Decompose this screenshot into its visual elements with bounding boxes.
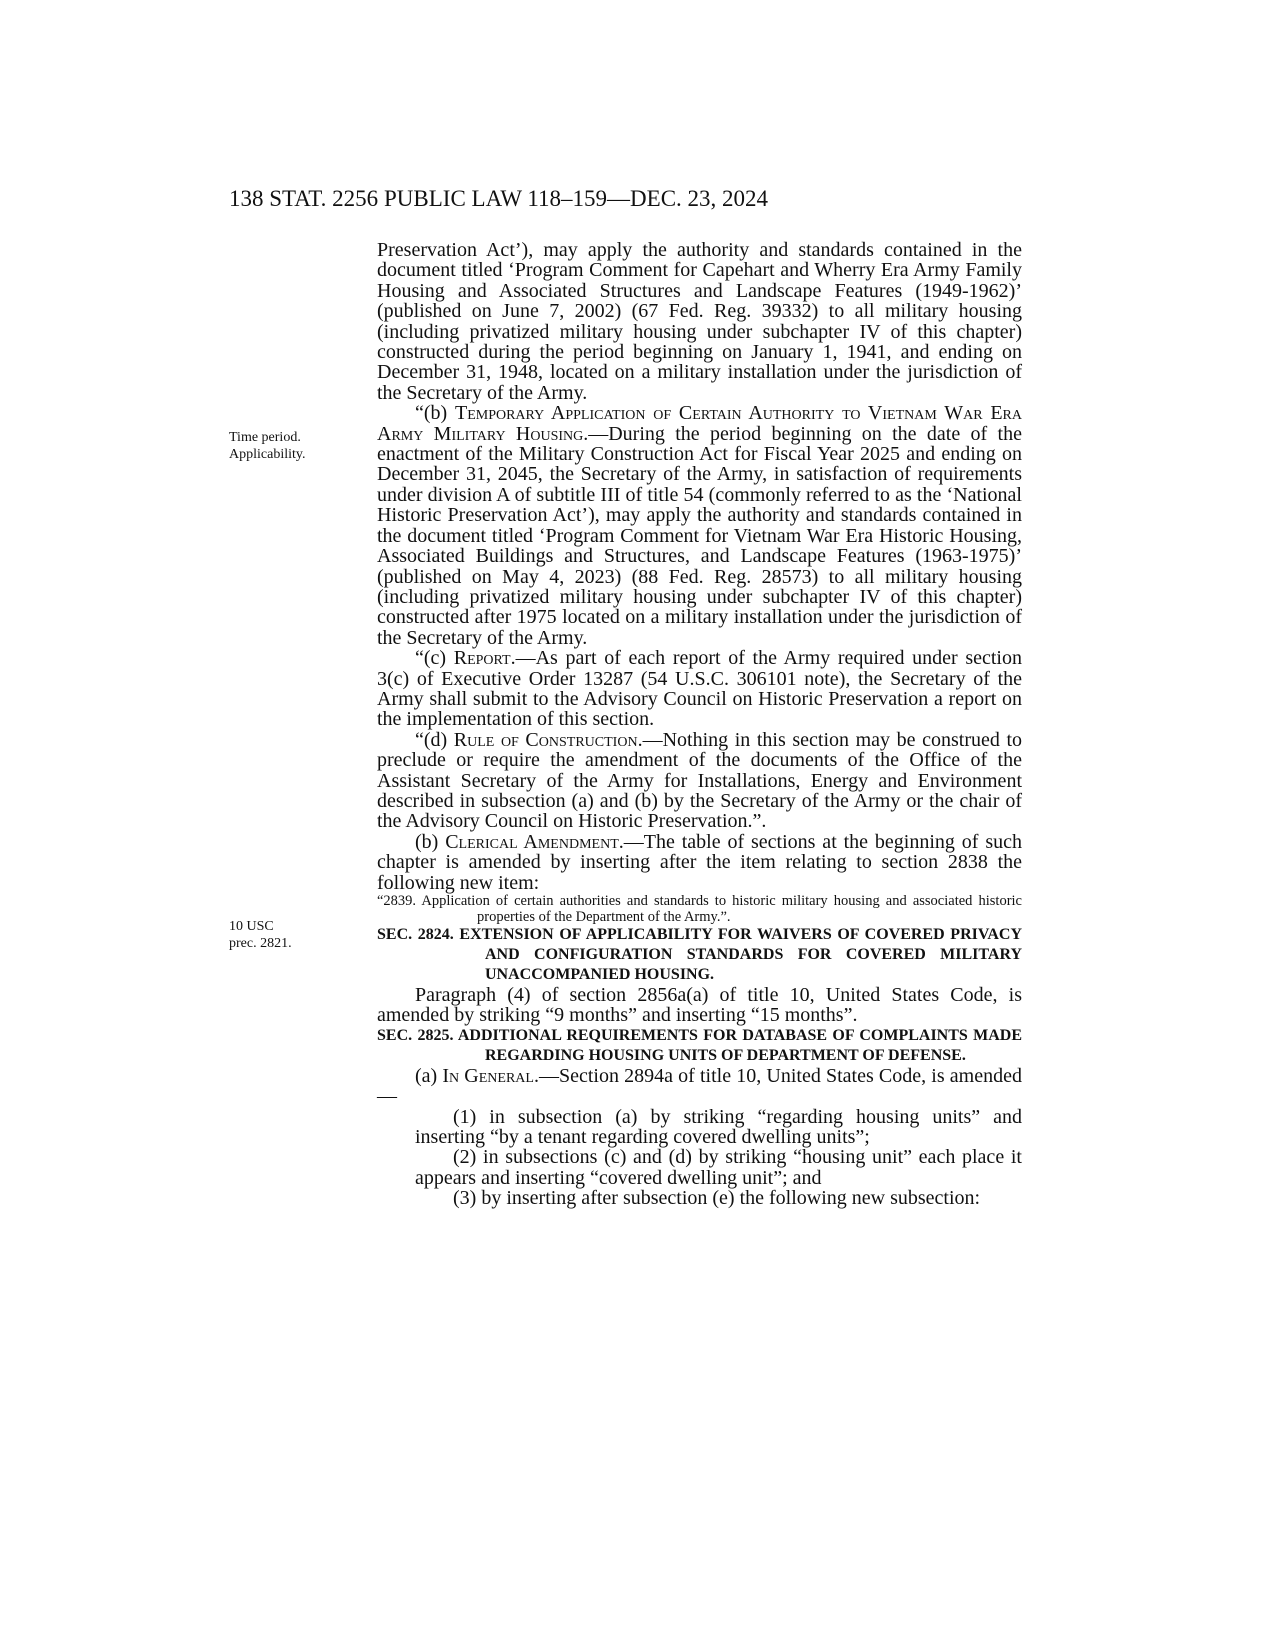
subsection-heading: In General: [442, 1064, 534, 1087]
clause-1: (1) in subsection (a) by striking “regarding housing units” and inserting “by a tenant regarding covered dwelling units”;: [415, 1105, 1022, 1149]
margin-note-line: prec. 2821.: [229, 936, 292, 951]
subsection-prefix: (b): [415, 830, 446, 853]
subsection-text: .—Section 2894a of title 10, United States Code, is amended—: [377, 1064, 1022, 1108]
subsection-text: .—The table of sections at the beginning of such chapter is amended by inserting after the item relating to section 2838 the following new item:: [377, 830, 1022, 894]
public-law-title: PUBLIC LAW 118–159—DEC. 23, 2024: [384, 186, 769, 211]
clerical-amendment: [377, 832, 1022, 893]
section-2824-text: Paragraph (4) of section 2856a(a) of title 10, United States Code, is amended by striking “9 months” and inserting “15 months”.: [377, 984, 1022, 1027]
subsection-d: [377, 730, 1022, 832]
subsection-heading: Report: [453, 647, 511, 670]
margin-note-line: 10 USC: [229, 919, 274, 934]
table-of-sections-item: “2839. Application of certain authorities and standards to historic military housing and associated historic properties of the Department of the Army.”.: [377, 893, 1022, 925]
subsection-heading: Rule of Construction: [453, 728, 638, 751]
section-2825-heading: SEC. 2825. ADDITIONAL REQUIREMENTS FOR DATABASE OF COMPLAINTS MADE REGARDING HOUSING UNITS OF DEPARTMENT OF DEFENSE.: [377, 1026, 1022, 1064]
subsection-prefix: (a): [415, 1064, 443, 1087]
margin-note-line: Time period.: [229, 430, 301, 445]
clause-3: (3) by inserting after subsection (e) the following new subsection:: [453, 1187, 981, 1210]
subsection-prefix: “(c): [415, 647, 454, 670]
subsection-c: [377, 648, 1022, 730]
subsection-heading: Clerical Amendment: [445, 830, 619, 853]
subsection-prefix: “(b): [415, 402, 455, 425]
subsection-text: .—As part of each report of the Army required under section 3(c) of Executive Order 13287 (54 U.S.C. 306101 note), the Secretary of the Army shall submit to the Advisory Council on Historic Preservation a report on the implementation of this section.: [377, 647, 1022, 731]
clause-2: (2) in subsections (c) and (d) by striking “housing unit” each place it appears and inserting “covered dwelling unit”; and: [415, 1146, 1022, 1189]
document-body: [377, 240, 1022, 1209]
in-general-paragraph: [377, 1066, 1022, 1107]
subsection-heading: Temporary Application of Certain Authority to Vietnam War Era Army Military Housing: [377, 402, 1022, 445]
continuation-paragraph: Preservation Act’), may apply the authority and standards contained in the document titled ‘Program Comment for Capehart and Wherry Era Army Family Housing and Associated Structures and Landscape Features (1949-1962)’ (published on June 7, 2002) (67 Fed. Reg. 39332) to all military housing (including privatized military housing under subchapter IV of this chapter) constructed during the period beginning on January 1, 1941, and ending on December 31, 1948, located on a military installation under the jurisdiction of the Secretary of the Army.: [377, 239, 1022, 404]
margin-note-time-period: [229, 429, 349, 463]
subsection-b: [377, 403, 1022, 648]
stat-page-number: 138 STAT. 2256: [229, 186, 379, 211]
section-2824-heading: SEC. 2824. EXTENSION OF APPLICABILITY FOR WAIVERS OF COVERED PRIVACY AND CONFIGURATION STANDARDS FOR COVERED MILITARY UNACCOMPANIED HOUSING.: [377, 926, 1022, 983]
subsection-text: .—During the period beginning on the date of the enactment of the Military Construction Act for Fiscal Year 2025 and ending on December 31, 2045, the Secretary of the Army, in satisfaction of requirements under division A of subtitle III of title 54 (commonly referred to as the ‘National Historic Preservation Act’), may apply the authority and standards contained in the document titled ‘Program Comment for Vietnam War Era Historic Housing, Associated Buildings and Structures, and Landscape Features (1963-1975)’ (published on May 4, 2023) (88 Fed. Reg. 28573) to all military housing (including privatized military housing under subchapter IV of this chapter) constructed after 1975 located on a military installation under the jurisdiction of the Secretary of the Army.: [377, 422, 1022, 649]
margin-note-line: Applicability.: [229, 447, 306, 462]
subsection-text: .—Nothing in this section may be construed to preclude or require the amendment of the documents of the Office of the Assistant Secretary of the Army for Installations, Energy and Environment described in subsection (a) and (b) by the Secretary of the Army or the chair of the Advisory Council on Historic Preservation.”.: [377, 728, 1022, 833]
margin-note-usc: [229, 918, 349, 952]
subsection-prefix: “(d): [415, 728, 454, 751]
